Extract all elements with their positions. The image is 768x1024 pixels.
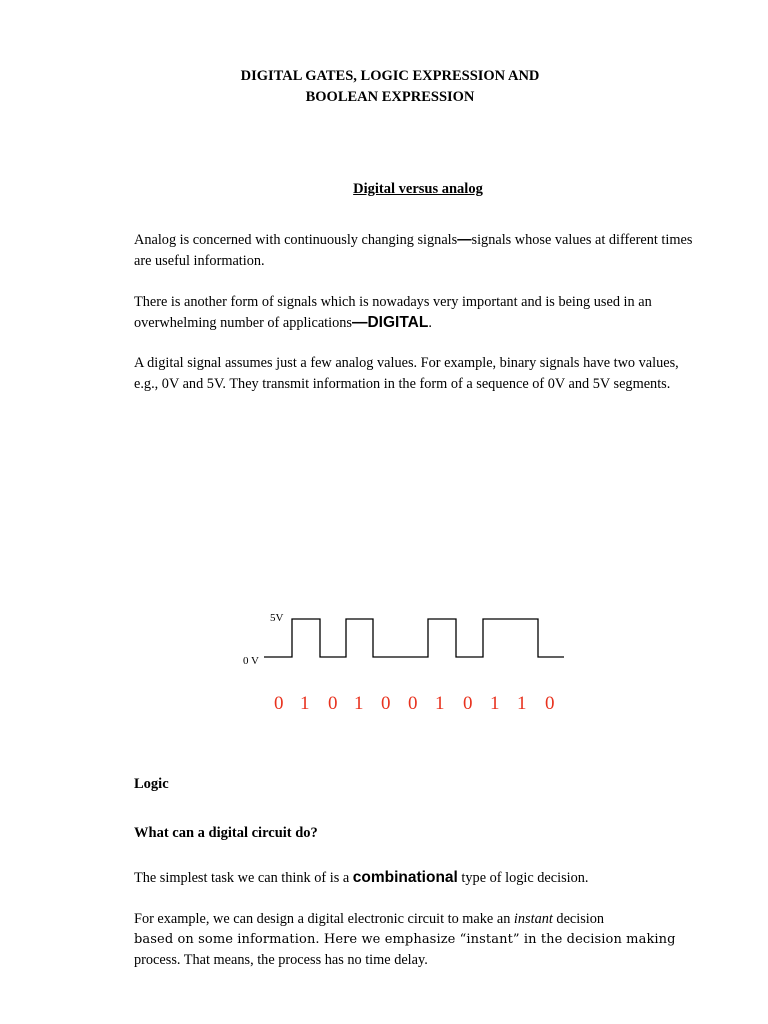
section-title-text: Digital versus analog	[353, 181, 483, 197]
bit-value: 0	[381, 693, 391, 714]
paragraph-combinational-text-a: The simplest task we can think of is a	[134, 870, 353, 886]
digital-emphasis: —DIGITAL	[351, 313, 429, 331]
bit-value: 0	[274, 693, 284, 714]
bit-value: 1	[517, 693, 527, 714]
bit-value: 1	[435, 693, 445, 714]
bit-value: 0	[463, 693, 473, 714]
paragraph-example-line-1	[134, 909, 694, 930]
title-line-2: BOOLEAN EXPRESSION	[305, 89, 475, 105]
bit-value: 1	[354, 693, 364, 714]
paragraph-digital-text-b: .	[428, 314, 432, 331]
paragraph-example-text-b: decision	[552, 911, 605, 927]
bit-value: 1	[490, 693, 500, 714]
em-dash: —	[457, 232, 472, 248]
instant-italic: instant	[513, 911, 553, 927]
paragraph-digital-text-a: There is another form of signals which is nowadays very important and is being used in an overwhelming number of applications	[134, 294, 652, 331]
paragraph-digital-signal: A digital signal assumes just a few analog values. For example, binary signals have two values, e.g., 0V and 5V. They transmit information in the form of a sequence of 0V and 5V segments.	[134, 355, 679, 392]
high-level-label: 5V	[270, 612, 284, 624]
bit-value: 1	[300, 693, 310, 714]
paragraph-combinational-text-b: type of logic decision.	[457, 870, 589, 886]
paragraph-example-line-2: based on some information. Here we emphasize “instant” in the decision making	[134, 931, 676, 947]
paragraph-example-text-a: For example, we can design a digital electronic circuit to make an	[134, 911, 514, 927]
low-level-label: 0 V	[243, 655, 259, 667]
paragraph-example-line-3: process. That means, the process has no time delay.	[134, 952, 428, 968]
heading-logic: Logic	[134, 776, 169, 792]
paragraph-analog-text-b: signals whose values at different times are useful information.	[134, 232, 693, 269]
title-line-1: DIGITAL GATES, LOGIC EXPRESSION AND	[240, 68, 540, 84]
paragraph-example	[134, 909, 694, 971]
bit-value: 0	[408, 693, 418, 714]
paragraph-combinational	[134, 868, 694, 889]
paragraph-analog-text-a: Analog is concerned with continuously changing signals	[134, 232, 458, 248]
bit-value: 0	[545, 693, 555, 714]
bit-value: 0	[328, 693, 338, 714]
heading-question: What can a digital circuit do?	[134, 825, 318, 841]
square-wave-line	[264, 619, 564, 657]
combinational-emphasis: combinational	[352, 869, 458, 886]
